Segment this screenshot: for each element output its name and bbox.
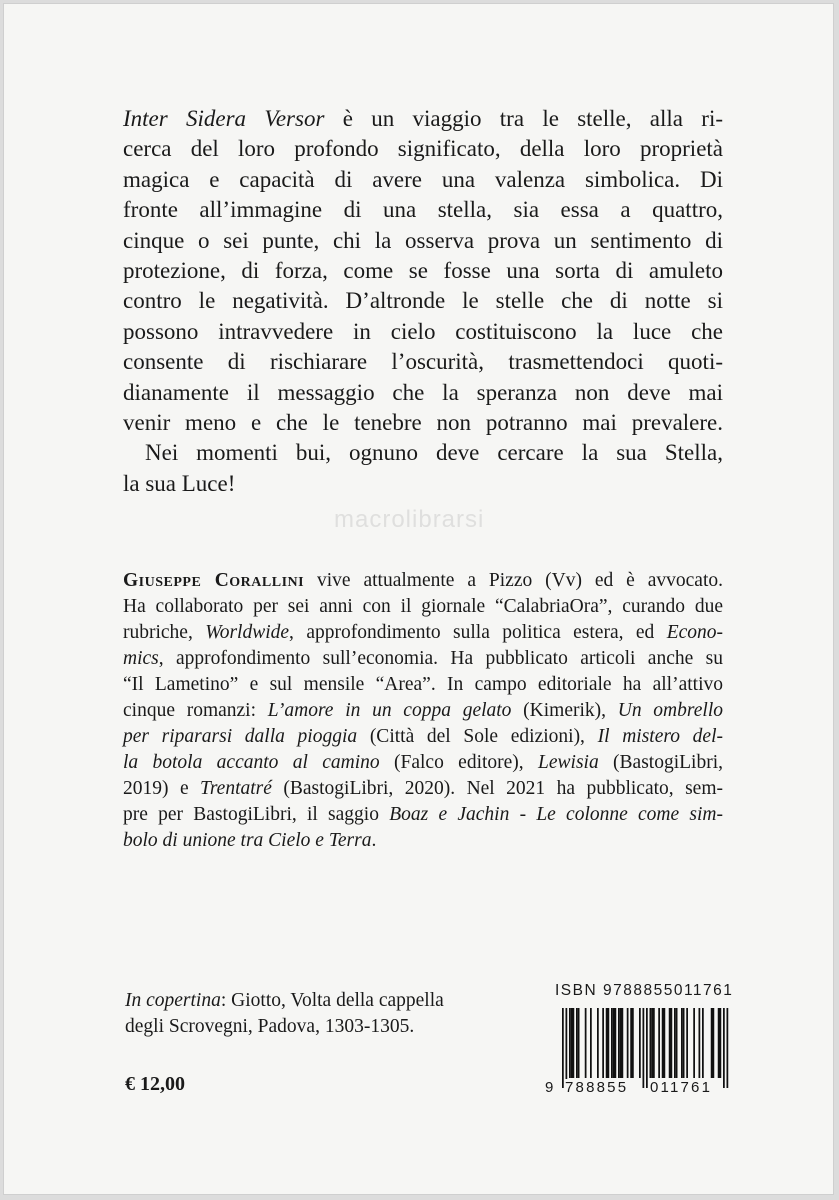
barcode-bar <box>590 1008 592 1078</box>
barcode-bar <box>686 1008 688 1078</box>
barcode-digit-first: 9 <box>545 1079 556 1096</box>
barcode-bar <box>674 1008 676 1078</box>
blurb-line: fronte all’immagine di una stella, sia essa a quattro, <box>123 197 723 222</box>
barcode-digits-right: 011761 <box>650 1079 713 1096</box>
barcode-bar <box>585 1008 587 1078</box>
blurb-line: dianamente il messaggio che la speranza non deve mai <box>123 380 723 405</box>
barcode-bar <box>606 1008 608 1078</box>
barcode-bar <box>683 1008 685 1078</box>
barcode-bar <box>711 1008 713 1078</box>
blurb-line: venir meno e che le tenebre non potranno mai prevalere. <box>123 410 723 435</box>
bio-line: Ha collaborato per sei anni con il giornale “CalabriaOra”, curando due <box>123 596 723 617</box>
blurb-line: possono intravvedere in cielo costituiscono la luce che <box>123 319 723 344</box>
blurb-line: contro le negatività. D’altronde le stelle che di notte si <box>123 288 723 313</box>
barcode-bar <box>669 1008 671 1078</box>
bio-line: la botola accanto al camino (Falco editore), Lewisia (BastogiLibri, <box>123 752 723 773</box>
barcode-bar <box>639 1008 641 1078</box>
barcode-bar <box>622 1008 624 1078</box>
barcode-bar <box>611 1008 613 1078</box>
bio-line: per ripararsi dalla pioggia (Città del Sole edizioni), Il mistero del- <box>123 726 723 747</box>
barcode-bar <box>627 1008 629 1078</box>
barcode-bar <box>727 1008 729 1088</box>
barcode-bar <box>653 1008 655 1078</box>
barcode-bar <box>650 1008 652 1078</box>
blurb-line: magica e capacità di avere una valenza simbolica. Di <box>123 167 723 192</box>
barcode-bar <box>573 1008 575 1078</box>
blurb-line: cerca del loro profondo significato, della loro proprietà <box>123 136 723 161</box>
barcode-bar <box>615 1008 617 1078</box>
bio-line: mics, approfondimento sull’economia. Ha pubblicato articoli anche su <box>123 648 723 669</box>
barcode-bar <box>613 1008 615 1078</box>
barcode-bar <box>578 1008 580 1078</box>
barcode-bar <box>620 1008 622 1078</box>
barcode-bar <box>646 1008 648 1088</box>
barcode-bar <box>699 1008 701 1078</box>
barcode-bar <box>602 1008 604 1078</box>
blurb-line: cinque o sei punte, chi la osserva prova un sentimento di <box>123 228 723 253</box>
barcode-bar <box>569 1008 571 1078</box>
barcode-bar <box>720 1008 722 1078</box>
blurb-line: protezione, di forza, come se fosse una sorta di amuleto <box>123 258 723 283</box>
bio-line: pre per BastogiLibri, il saggio Boaz e Jachin - Le colonne come sim- <box>123 804 723 825</box>
watermark: macrolibrarsi <box>334 506 485 533</box>
blurb-line: Inter Sidera Versor è un viaggio tra le stelle, alla ri- <box>123 106 723 131</box>
barcode-bar <box>662 1008 664 1078</box>
blurb-line: Nei momenti bui, ognuno deve cercare la sua Stella, <box>145 440 723 465</box>
isbn-label: ISBN 9788855011761 <box>555 982 734 999</box>
barcode-bar <box>608 1008 610 1078</box>
barcode-bar <box>681 1008 683 1078</box>
bio-line: Giuseppe Corallini vive attualmente a Pizzo (Vv) ed è avvocato. <box>123 570 723 591</box>
barcode-bar <box>566 1008 568 1088</box>
barcode-bar <box>571 1008 573 1078</box>
bio-line: 2019) e Trentatré (BastogiLibri, 2020). Nel 2021 ha pubblicato, sem- <box>123 778 723 799</box>
blurb-line: la sua Luce! <box>123 471 236 496</box>
bio-line: rubriche, Worldwide, approfondimento sulla politica estera, ed Econo- <box>123 622 724 643</box>
barcode-digits-left: 788855 <box>565 1079 629 1096</box>
barcode-bar <box>630 1008 632 1078</box>
barcode-bar <box>651 1008 653 1078</box>
bio-line: bolo di unione tra Cielo e Terra. <box>123 830 377 851</box>
barcode-bar <box>718 1008 720 1078</box>
barcode-bar <box>618 1008 620 1078</box>
barcode-bar <box>632 1008 634 1078</box>
bio-line: “Il Lametino” e sul mensile “Area”. In campo editoriale ha all’attivo <box>123 674 723 695</box>
barcode-bar <box>562 1008 564 1088</box>
bio-line: cinque romanzi: L’amore in un coppa gelato (Kimerik), Un ombrello <box>123 700 723 721</box>
author-name: Giuseppe Corallini <box>123 570 305 591</box>
barcode-bar <box>671 1008 673 1078</box>
cover-credit: In copertina: Giotto, Volta della cappella degli Scrovegni, Padova, 1303-1305. <box>125 990 444 1037</box>
barcode-bar <box>664 1008 666 1078</box>
barcode-bar <box>713 1008 715 1078</box>
barcode-bar <box>723 1008 725 1088</box>
barcode-bar <box>597 1008 599 1078</box>
barcode-bar <box>676 1008 678 1078</box>
barcode-bar <box>658 1008 660 1078</box>
book-back-cover <box>3 3 834 1195</box>
barcode-bar <box>693 1008 695 1078</box>
blurb-line: consente di rischiarare l’oscurità, trasmettendoci quoti- <box>123 349 723 374</box>
barcode-bar <box>643 1008 645 1088</box>
price: € 12,00 <box>125 1073 185 1095</box>
barcode-bar <box>702 1008 704 1078</box>
barcode-bar <box>576 1008 578 1078</box>
book-title: Inter Sidera Versor <box>123 106 325 131</box>
